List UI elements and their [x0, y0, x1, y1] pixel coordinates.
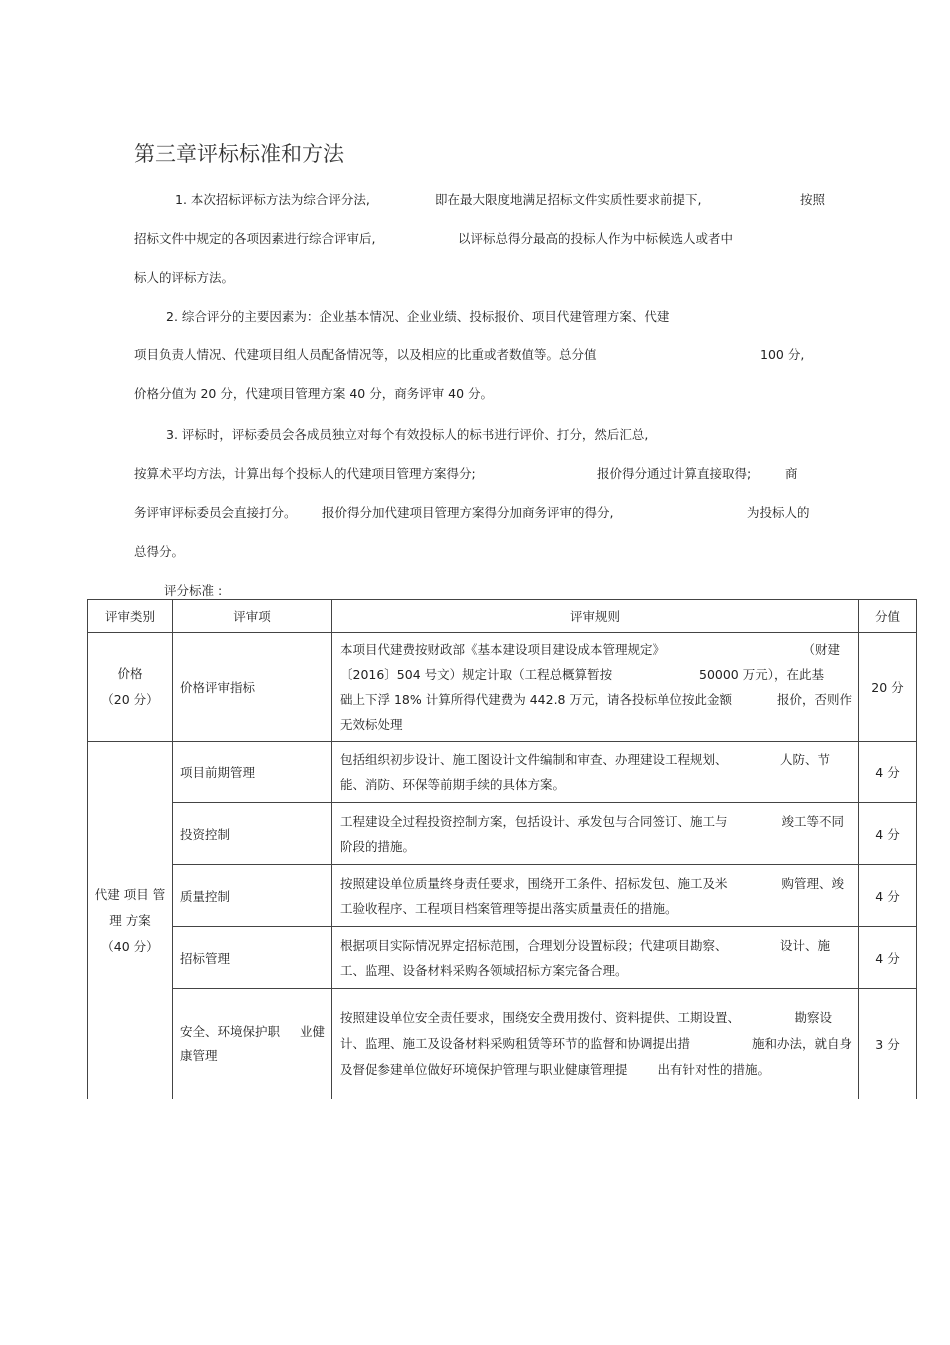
rule-investment: 工程建设全过程投资控制方案，包括设计、承发包与合同签订、施工与 竣工等不同 阶段的措施。 — [332, 803, 859, 865]
p1-line3: 标人的评标方法。 — [134, 270, 235, 285]
p2-line3: 价格分值为 20 分，代建项目管理方案 40 分，商务评审 40 分。 — [134, 386, 494, 401]
p3-line2b: 报价得分通过计算直接取得; — [597, 466, 752, 481]
item-tendering: 招标管理 — [173, 927, 332, 989]
rule-safety: 按照建设单位安全责任要求，围绕安全费用拨付、资料提供、工期设置、 勘察设 计、监理、施工及设备材料采购租赁等环节的监督和协调提出措 施和办法，就自身 及督促参建单位做好环境保护管理与职业健康管理提 出有针对性的措施。 — [332, 989, 859, 1099]
scoring-table — [87, 599, 917, 1099]
header-score: 分值 — [859, 600, 917, 633]
rule-quality: 按照建设单位质量终身责任要求，围绕开工条件、招标发包、施工及米 购管理、竣 工验收程序、工程项目档案管理等提出落实质量责任的措施。 — [332, 865, 859, 927]
p1-line1b: 即在最大限度地满足招标文件实质性要求前提下, — [435, 192, 702, 207]
score-safety: 3 分 — [859, 989, 917, 1099]
category-price: 价格 （20 分） — [88, 633, 173, 742]
table-row-mgmt-4 — [88, 927, 917, 989]
p3-line2c: 商 — [785, 466, 798, 481]
score-preliminary: 4 分 — [859, 742, 917, 803]
score-investment: 4 分 — [859, 803, 917, 865]
header-rule: 评审规则 — [332, 600, 859, 633]
table-row-mgmt-1 — [88, 742, 917, 803]
p1-line2a: 招标文件中规定的各项因素进行综合评审后, — [134, 231, 376, 246]
p3-line2a: 按算术平均方法，计算出每个投标人的代建项目管理方案得分; — [134, 466, 476, 481]
p3-line4: 总得分。 — [134, 544, 185, 559]
item-preliminary: 项目前期管理 — [173, 742, 332, 803]
table-row-mgmt-2 — [88, 803, 917, 865]
score-price: 20 分 — [859, 633, 917, 742]
rule-price: 本项目代建费按财政部《基本建设项目建设成本管理规定》 （财建 〔2016〕504 号文）规定计取（工程总概算暂按 50000 万元），在此基 础上下浮 18% 计算所得代建费为 442.8 万元，请各投标单位按此金额 报价，否则作 无效标处理 — [332, 633, 859, 742]
header-item: 评审项 — [173, 600, 332, 633]
p3-line3c: 为投标人的 — [747, 505, 810, 520]
p3-line3a: 务评审评标委员会直接打分。 — [134, 505, 297, 520]
p2-line2a: 项目负责人情况、代建项目组人员配备情况等，以及相应的比重或者数值等。总分值 — [134, 347, 597, 362]
chapter-title: 第三章评标标准和方法 — [134, 142, 344, 166]
p1-line2b: 以评标总得分最高的投标人作为中标候选人或者中 — [458, 231, 734, 246]
table-caption: 评分标准 : — [164, 583, 223, 598]
score-quality: 4 分 — [859, 865, 917, 927]
rule-preliminary: 包括组织初步设计、施工图设计文件编制和审查、办理建设工程规划、 人防、节 能、消防、环保等前期手续的具体方案。 — [332, 742, 859, 803]
table-row-price — [88, 633, 917, 742]
table-row-mgmt-5 — [88, 989, 917, 1099]
p1-line1c: 按照 — [800, 192, 826, 207]
item-safety: 安全、环境保护职 业健 康管理 — [173, 989, 332, 1099]
rule-tendering: 根据项目实际情况界定招标范围，合理划分设置标段；代建项目勘察、 设计、施 工、监理、设备材料采购各领域招标方案完备合理。 — [332, 927, 859, 989]
p1-line1a: 1. 本次招标评标方法为综合评分法, — [175, 192, 370, 207]
item-investment: 投资控制 — [173, 803, 332, 865]
table-row-mgmt-3 — [88, 865, 917, 927]
item-quality: 质量控制 — [173, 865, 332, 927]
p2-line2b: 100 分, — [760, 347, 805, 362]
item-price: 价格评审指标 — [173, 633, 332, 742]
header-category: 评审类别 — [88, 600, 173, 633]
p3-line3b: 报价得分加代建项目管理方案得分加商务评审的得分, — [322, 505, 614, 520]
p3-line1: 3. 评标时，评标委员会各成员独立对每个有效投标人的标书进行评价、打分，然后汇总, — [166, 427, 649, 442]
p2-line1: 2. 综合评分的主要因素为：企业基本情况、企业业绩、投标报价、项目代建管理方案、代建 — [166, 309, 670, 324]
table-header-row — [88, 600, 917, 633]
score-tendering: 4 分 — [859, 927, 917, 989]
category-mgmt: 代建 项目 管 理 方案 （40 分） — [88, 742, 173, 1099]
